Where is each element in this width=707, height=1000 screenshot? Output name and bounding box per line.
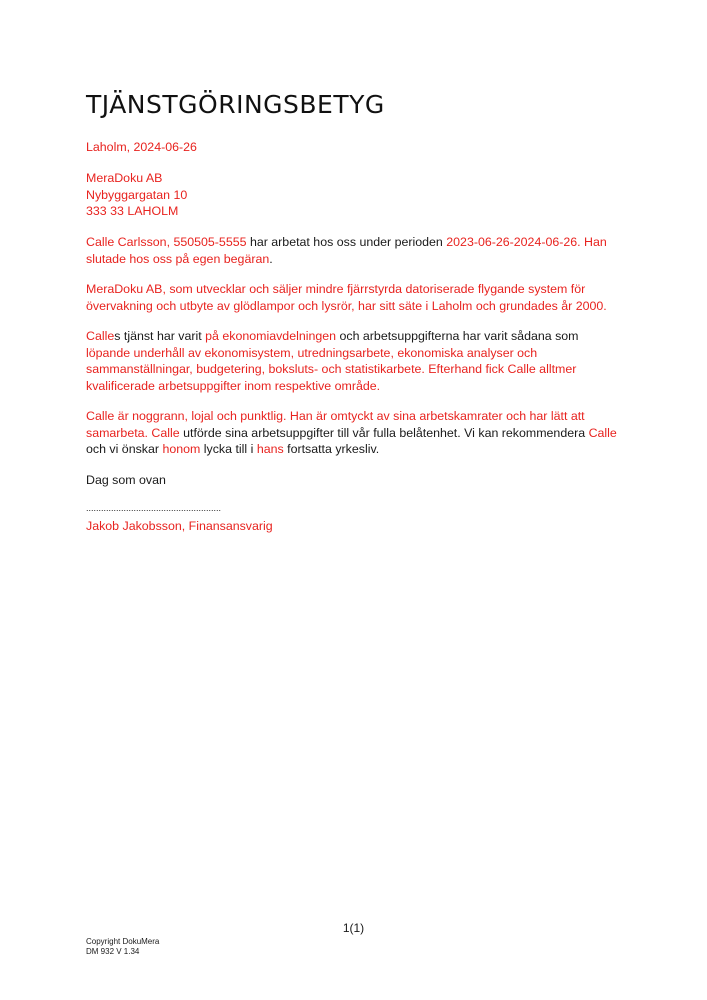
duties-line-3: sammanställningar, budgetering, boksluts- och statistikarbete. Efterhand fick Calle alltmer: [86, 362, 577, 377]
closing-text: Dag som ovan: [86, 473, 166, 487]
company-street: Nybyggargatan 10: [86, 187, 188, 202]
employee-first-name: Calle: [86, 329, 115, 343]
employee-name-id: Calle Carlsson, 550505-5555: [86, 235, 247, 249]
copyright-text: Copyright DokuMera: [86, 937, 160, 946]
wish-text-3: fortsatta yrkesliv.: [283, 442, 380, 457]
signer: [86, 518, 626, 535]
duties-line-4: kvalificerade arbetsuppgifter inom respektive område.: [86, 378, 381, 393]
company-name: MeraDoku AB: [86, 171, 163, 185]
closing: [86, 472, 626, 489]
company-postal: 333 33 LAHOLM: [86, 204, 179, 219]
employment-text: har arbetat hos oss under perioden: [246, 235, 447, 249]
place-date-text: Laholm, 2024-06-26: [86, 140, 197, 154]
place-date: [86, 139, 626, 156]
company-desc-line-2: övervakning och utbyte av glödlampor och lysrör, har sitt säte i Laholm och grundades år 2000.: [86, 298, 607, 313]
signature-line: [86, 502, 626, 514]
wish-text-1: och vi önskar: [86, 442, 163, 457]
pronoun-him: honom: [162, 442, 201, 457]
document-title: TJÄNSTGÖRINGSBETYG: [86, 90, 385, 119]
document-id: DM 932 V 1.34: [86, 947, 140, 956]
paragraph-duties: [86, 328, 626, 394]
paragraph-employment: [86, 234, 626, 267]
leave-reason: slutade hos oss på egen begäran: [86, 251, 270, 266]
page-number: 1(1): [342, 921, 365, 935]
employment-period: 2023-06-26-2024-06-26. Han: [446, 235, 607, 249]
signer-name: Jakob Jakobsson, Finansansvarig: [86, 519, 273, 533]
duties-text-2: och arbetsuppgifterna har varit sådana som: [336, 329, 579, 343]
signature-dots: ......................................................: [86, 503, 222, 513]
company-desc-line-1: MeraDoku AB, som utvecklar och säljer mindre fjärrstyrda datoriserade flygande system för: [86, 282, 586, 296]
paragraph-company: [86, 281, 626, 314]
pronoun-his: hans: [256, 442, 284, 457]
assessment-cooperate: samarbeta. Calle: [86, 425, 180, 440]
assessment-name: Calle: [588, 425, 617, 440]
wish-text-2: lycka till i: [200, 442, 257, 457]
assessment-line-1: Calle är noggrann, lojal och punktlig. Han är omtyckt av sina arbetskamrater och har lätt att: [86, 409, 585, 423]
duties-text-1: s tjänst har varit: [114, 329, 206, 343]
footer-info: [86, 937, 159, 957]
assessment-text: utförde sina arbetsuppgifter till vår fulla belåtenhet. Vi kan rekommendera: [179, 425, 589, 440]
company-address: [86, 170, 626, 220]
period-mark: .: [269, 251, 273, 266]
paragraph-assessment: [86, 408, 626, 458]
department: på ekonomiavdelningen: [205, 329, 337, 343]
duties-line-2: löpande underhåll av ekonomisystem, utredningsarbete, ekonomiska analyser och: [86, 345, 538, 360]
